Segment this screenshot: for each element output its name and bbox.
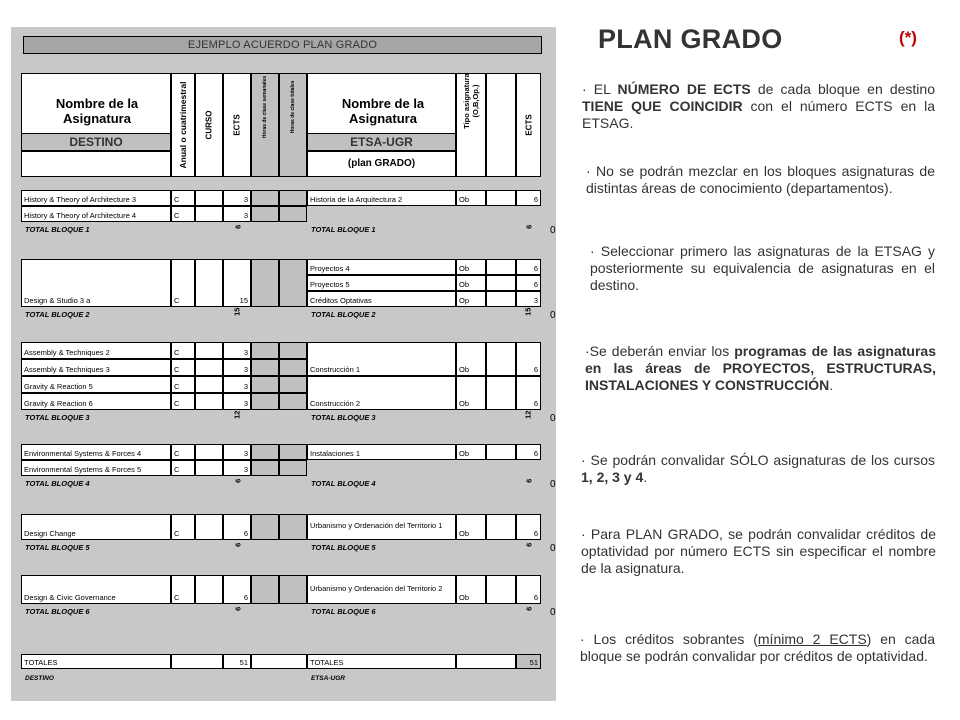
header-left-name-cell bbox=[21, 73, 171, 133]
header-left-sub: DESTINO bbox=[69, 135, 123, 149]
block-total-dest: TOTAL BLOQUE 2 bbox=[25, 310, 90, 319]
block-sum-ugr: 6 bbox=[524, 478, 534, 483]
ugr-ects bbox=[516, 444, 541, 460]
dest-subject-text: Environmental Systems & Forces 4 bbox=[24, 448, 142, 458]
ugr-type-text: Ob bbox=[459, 448, 470, 458]
note-4 bbox=[585, 343, 936, 394]
ugr-type-text: Ob bbox=[459, 528, 470, 538]
block-sum-ugr: 6 bbox=[524, 224, 534, 229]
ugr-type-text: Ob bbox=[459, 194, 470, 204]
header-right-plan: (plan GRADO) bbox=[347, 158, 416, 169]
header-curso-cell bbox=[195, 73, 223, 177]
dest-hours-total bbox=[279, 206, 307, 222]
ugr-type-text: Ob bbox=[459, 398, 470, 408]
dest-course bbox=[195, 342, 223, 359]
block-sum-dest: 12 bbox=[232, 410, 242, 419]
header-curso: CURSO bbox=[204, 110, 214, 140]
block-total-ugr: TOTAL BLOQUE 3 bbox=[311, 413, 376, 422]
block-diff: 0 bbox=[550, 543, 556, 554]
note-text: · Los créditos sobrantes ( bbox=[580, 631, 758, 647]
dest-type bbox=[171, 206, 195, 222]
dest-subject bbox=[21, 190, 171, 206]
header-left-blank bbox=[21, 151, 171, 177]
dest-ects-text: 15 bbox=[239, 295, 248, 305]
ugr-ects-text: 6 bbox=[533, 592, 538, 602]
ugr-ects-text: 3 bbox=[533, 295, 538, 305]
dest-type-text: C bbox=[174, 381, 180, 391]
dest-subject-text: History & Theory of Architecture 3 bbox=[24, 194, 136, 204]
totals-label-ugr-cell bbox=[307, 654, 456, 669]
ugr-type bbox=[456, 190, 486, 206]
dest-ects bbox=[223, 575, 251, 604]
dest-hours-total bbox=[279, 575, 307, 604]
ugr-ects bbox=[516, 275, 541, 291]
note-3 bbox=[590, 243, 935, 294]
block-total-ugr: TOTAL BLOQUE 1 bbox=[311, 225, 376, 234]
ugr-subject-text: Instalaciones 1 bbox=[310, 448, 361, 458]
dest-type bbox=[171, 514, 195, 540]
header-blank-cell bbox=[486, 73, 516, 177]
dest-type bbox=[171, 259, 195, 307]
header-tipo-cell bbox=[456, 73, 486, 177]
dest-hours-week bbox=[251, 190, 279, 206]
ugr-ects-text: 6 bbox=[533, 279, 538, 289]
header-tipo: Tipo asignatura (O,B,Op.) bbox=[462, 73, 480, 129]
totals-blank-3 bbox=[456, 654, 516, 669]
totals-ects-ugr-cell bbox=[516, 654, 541, 669]
header-ects2-cell bbox=[516, 73, 541, 177]
dest-hours-week bbox=[251, 342, 279, 359]
dest-ects bbox=[223, 376, 251, 393]
ugr-type bbox=[456, 376, 486, 410]
header-horas2-cell bbox=[279, 73, 307, 177]
dest-course bbox=[195, 514, 223, 540]
note-text: · Seleccionar primero las asignaturas de la ETSAG y posteriormente su equivalencia de asignaturas en el destino. bbox=[590, 243, 935, 293]
header-horas2: Horas de clase totales bbox=[290, 80, 296, 134]
sheet-title: EJEMPLO ACUERDO PLAN GRADO bbox=[23, 36, 542, 54]
note-text: · Se podrán convalidar SÓLO asignaturas de los cursos bbox=[581, 452, 935, 468]
note-text: de cada bloque en destino bbox=[750, 81, 935, 97]
ugr-blank bbox=[486, 514, 516, 540]
dest-type bbox=[171, 359, 195, 376]
dest-type-text: C bbox=[174, 528, 180, 538]
ugr-ects bbox=[516, 291, 541, 307]
ugr-blank bbox=[486, 291, 516, 307]
block-total-ugr: TOTAL BLOQUE 5 bbox=[311, 543, 376, 552]
dest-ects-text: 3 bbox=[243, 381, 248, 391]
totals-ects-ugr: 51 bbox=[529, 657, 538, 667]
ugr-subject bbox=[307, 514, 456, 540]
totals-ects-dest-cell bbox=[223, 654, 251, 669]
dest-hours-week bbox=[251, 460, 279, 476]
dest-hours-total bbox=[279, 460, 307, 476]
ugr-subject-text: Proyectos 5 bbox=[310, 279, 350, 289]
ugr-ects-text: 6 bbox=[533, 398, 538, 408]
dest-type bbox=[171, 342, 195, 359]
block-diff: 0 bbox=[550, 607, 556, 618]
dest-course bbox=[195, 359, 223, 376]
dest-course bbox=[195, 206, 223, 222]
dest-subject-text: Design & Studio 3 a bbox=[24, 295, 91, 305]
dest-type bbox=[171, 460, 195, 476]
totals-label-dest: TOTALES bbox=[24, 657, 58, 667]
dest-hours-total bbox=[279, 514, 307, 540]
dest-type bbox=[171, 444, 195, 460]
header-anual-cell bbox=[171, 73, 195, 177]
ugr-subject-text: Historia de la Arquitectura 2 bbox=[310, 194, 403, 204]
dest-subject-text: History & Theory of Architecture 4 bbox=[24, 210, 136, 220]
header-right-name-cell bbox=[307, 73, 456, 133]
dest-hours-week bbox=[251, 376, 279, 393]
header-horas1-cell bbox=[251, 73, 279, 177]
ugr-ects-text: 6 bbox=[533, 528, 538, 538]
dest-subject-text: Design Change bbox=[24, 528, 76, 538]
ugr-blank bbox=[486, 342, 516, 376]
block-sum-ugr: 15 bbox=[523, 307, 533, 316]
header-horas1: Horas de clase semanales bbox=[262, 75, 268, 139]
ugr-ects-text: 6 bbox=[533, 263, 538, 273]
ugr-blank bbox=[486, 259, 516, 275]
dest-type-text: C bbox=[174, 210, 180, 220]
block-total-ugr: TOTAL BLOQUE 4 bbox=[311, 479, 376, 488]
dest-subject-text: Gravity & Reaction 6 bbox=[24, 398, 93, 408]
asterisk-mark: (*) bbox=[899, 28, 917, 47]
dest-subject bbox=[21, 444, 171, 460]
ugr-subject-text: Construcción 2 bbox=[310, 398, 361, 408]
dest-ects bbox=[223, 259, 251, 307]
ugr-blank bbox=[486, 575, 516, 604]
dest-ects bbox=[223, 206, 251, 222]
dest-ects bbox=[223, 444, 251, 460]
agreement-sheet bbox=[11, 27, 556, 701]
block-total-ugr: TOTAL BLOQUE 2 bbox=[311, 310, 376, 319]
block-sum-ugr: 6 bbox=[524, 542, 534, 547]
dest-course bbox=[195, 376, 223, 393]
ugr-subject-text: Urbanismo y Ordenación del Territorio 2 bbox=[310, 583, 443, 593]
note-text: NÚMERO DE ECTS bbox=[617, 81, 751, 97]
ugr-subject bbox=[307, 376, 456, 410]
totals-ects-dest: 51 bbox=[239, 657, 248, 667]
dest-hours-total bbox=[279, 444, 307, 460]
ugr-subject bbox=[307, 275, 456, 291]
totals-blank-2 bbox=[251, 654, 307, 669]
ugr-ects bbox=[516, 342, 541, 376]
dest-ects-text: 3 bbox=[243, 364, 248, 374]
dest-type-text: C bbox=[174, 448, 180, 458]
block-sum-dest: 15 bbox=[232, 307, 242, 316]
dest-subject-text: Assembly & Techniques 3 bbox=[24, 364, 110, 374]
header-right-sub: ETSA-UGR bbox=[350, 135, 413, 149]
dest-ects-text: 6 bbox=[243, 528, 248, 538]
block-sum-ugr: 6 bbox=[524, 606, 534, 611]
note-text: ·Se deberán enviar los bbox=[585, 343, 735, 359]
note-5 bbox=[581, 452, 935, 486]
dest-ects-text: 3 bbox=[243, 464, 248, 474]
ugr-ects bbox=[516, 575, 541, 604]
dest-subject bbox=[21, 206, 171, 222]
block-sum-dest: 6 bbox=[233, 224, 243, 229]
dest-subject bbox=[21, 575, 171, 604]
block-diff: 0 bbox=[550, 413, 556, 424]
panel-title: PLAN GRADO bbox=[598, 24, 783, 54]
block-total-dest: TOTAL BLOQUE 5 bbox=[25, 543, 90, 552]
dest-type bbox=[171, 393, 195, 410]
dest-subject bbox=[21, 460, 171, 476]
header-right-plan-cell bbox=[307, 151, 456, 177]
dest-ects-text: 3 bbox=[243, 210, 248, 220]
totals-blank-1 bbox=[171, 654, 223, 669]
footer-dest: DESTINO bbox=[25, 675, 54, 682]
ugr-type bbox=[456, 342, 486, 376]
header-right-name: Nombre de la Asignatura bbox=[341, 96, 425, 126]
block-total-dest: TOTAL BLOQUE 1 bbox=[25, 225, 90, 234]
ugr-type bbox=[456, 275, 486, 291]
note-text: . bbox=[829, 377, 834, 393]
ugr-ects-text: 6 bbox=[533, 194, 538, 204]
block-total-dest: TOTAL BLOQUE 6 bbox=[25, 607, 90, 616]
dest-ects-text: 3 bbox=[243, 347, 248, 357]
ugr-type-text: Ob bbox=[459, 364, 470, 374]
ugr-subject bbox=[307, 190, 456, 206]
dest-ects-text: 6 bbox=[243, 592, 248, 602]
note-text: · No se podrán mezclar en los bloques asignaturas de distintas áreas de conocimiento (departamentos). bbox=[586, 163, 935, 196]
dest-hours-week bbox=[251, 514, 279, 540]
block-sum-dest: 6 bbox=[233, 542, 243, 547]
note-text: . bbox=[643, 469, 648, 485]
header-anual: Anual o cuatrimestral bbox=[178, 81, 188, 169]
dest-subject-text: Design & Civic Governance bbox=[24, 592, 116, 602]
dest-subject bbox=[21, 359, 171, 376]
ugr-ects bbox=[516, 376, 541, 410]
note-text: con el número ECTS en la ETSAG. bbox=[582, 98, 935, 131]
dest-hours-total bbox=[279, 190, 307, 206]
block-diff: 0 bbox=[550, 310, 556, 321]
block-total-ugr: TOTAL BLOQUE 6 bbox=[311, 607, 376, 616]
dest-hours-week bbox=[251, 575, 279, 604]
dest-course bbox=[195, 575, 223, 604]
ugr-type-text: Ob bbox=[459, 592, 470, 602]
dest-course bbox=[195, 460, 223, 476]
totals-label-dest-cell bbox=[21, 654, 171, 669]
header-left-sub-cell bbox=[21, 133, 171, 151]
dest-course bbox=[195, 393, 223, 410]
ugr-blank bbox=[486, 376, 516, 410]
dest-subject bbox=[21, 514, 171, 540]
note-text: mínimo 2 ECTS bbox=[757, 631, 867, 647]
dest-hours-total bbox=[279, 393, 307, 410]
ugr-subject bbox=[307, 342, 456, 376]
dest-type bbox=[171, 376, 195, 393]
ugr-type-text: Op bbox=[459, 295, 470, 305]
ugr-type bbox=[456, 259, 486, 275]
block-total-dest: TOTAL BLOQUE 4 bbox=[25, 479, 90, 488]
ugr-subject bbox=[307, 444, 456, 460]
dest-hours-week bbox=[251, 359, 279, 376]
dest-subject-text: Assembly & Techniques 2 bbox=[24, 347, 110, 357]
ugr-type-text: Ob bbox=[459, 279, 470, 289]
block-diff: 0 bbox=[550, 479, 556, 490]
dest-ects bbox=[223, 359, 251, 376]
dest-ects-text: 3 bbox=[243, 194, 248, 204]
dest-hours-week bbox=[251, 393, 279, 410]
dest-type-text: C bbox=[174, 194, 180, 204]
dest-hours-week bbox=[251, 444, 279, 460]
dest-hours-total bbox=[279, 342, 307, 359]
dest-subject bbox=[21, 342, 171, 359]
note-text: ) en cada bloque se podrán convalidar por créditos de optatividad. bbox=[580, 631, 935, 664]
dest-ects bbox=[223, 514, 251, 540]
ugr-subject bbox=[307, 259, 456, 275]
dest-ects bbox=[223, 190, 251, 206]
dest-hours-total bbox=[279, 359, 307, 376]
dest-ects-text: 3 bbox=[243, 448, 248, 458]
dest-type-text: C bbox=[174, 295, 180, 305]
note-text: · Para PLAN GRADO, se podrán convalidar créditos de optatividad por número ECTS sin especificar el nombre de la asignatura. bbox=[581, 526, 936, 576]
block-total-dest: TOTAL BLOQUE 3 bbox=[25, 413, 90, 422]
ugr-ects bbox=[516, 190, 541, 206]
ugr-ects bbox=[516, 259, 541, 275]
note-6 bbox=[581, 526, 936, 577]
dest-type bbox=[171, 190, 195, 206]
ugr-subject-text: Proyectos 4 bbox=[310, 263, 350, 273]
note-text: 1, 2, 3 y 4 bbox=[581, 469, 644, 485]
note-7 bbox=[580, 631, 935, 665]
block-diff: 0 bbox=[550, 225, 556, 236]
ugr-ects-text: 6 bbox=[533, 364, 538, 374]
totals-label-ugr: TOTALES bbox=[310, 657, 344, 667]
block-sum-dest: 6 bbox=[233, 478, 243, 483]
dest-ects bbox=[223, 393, 251, 410]
ugr-blank bbox=[486, 444, 516, 460]
ugr-ects bbox=[516, 514, 541, 540]
dest-type-text: C bbox=[174, 592, 180, 602]
ugr-type bbox=[456, 575, 486, 604]
dest-subject bbox=[21, 393, 171, 410]
ugr-ects-text: 6 bbox=[533, 448, 538, 458]
ugr-type bbox=[456, 514, 486, 540]
dest-course bbox=[195, 444, 223, 460]
header-ects: ECTS bbox=[232, 114, 242, 136]
dest-course bbox=[195, 259, 223, 307]
dest-hours-total bbox=[279, 376, 307, 393]
dest-hours-week bbox=[251, 206, 279, 222]
dest-type-text: C bbox=[174, 464, 180, 474]
dest-subject bbox=[21, 259, 171, 307]
dest-hours-total bbox=[279, 259, 307, 307]
ugr-type-text: Ob bbox=[459, 263, 470, 273]
header-right-sub-cell bbox=[307, 133, 456, 151]
block-sum-ugr: 12 bbox=[523, 410, 533, 419]
note-text: programas de las asignaturas en las áreas de PROYECTOS, ESTRUCTURAS, INSTALACIONES Y CONSTRUCCIÓN bbox=[585, 343, 936, 393]
note-text: · EL bbox=[582, 81, 618, 97]
note-1 bbox=[582, 81, 935, 132]
dest-subject-text: Environmental Systems & Forces 5 bbox=[24, 464, 142, 474]
ugr-subject-text: Urbanismo y Ordenación del Territorio 1 bbox=[310, 521, 443, 531]
ugr-type bbox=[456, 291, 486, 307]
dest-type-text: C bbox=[174, 398, 180, 408]
dest-subject bbox=[21, 376, 171, 393]
note-text: TIENE QUE COINCIDIR bbox=[582, 98, 743, 114]
block-sum-dest: 6 bbox=[233, 606, 243, 611]
header-ects-cell bbox=[223, 73, 251, 177]
ugr-blank bbox=[486, 190, 516, 206]
ugr-subject-text: Construcción 1 bbox=[310, 364, 361, 374]
dest-course bbox=[195, 190, 223, 206]
dest-ects bbox=[223, 460, 251, 476]
footer-ugr: ETSA-UGR bbox=[311, 675, 345, 682]
note-2 bbox=[586, 163, 935, 197]
header-left-name: Nombre de la Asignatura bbox=[55, 96, 139, 126]
dest-type-text: C bbox=[174, 347, 180, 357]
dest-type-text: C bbox=[174, 364, 180, 374]
ugr-subject-text: Créditos Optativas bbox=[310, 295, 372, 305]
ugr-blank bbox=[486, 275, 516, 291]
ugr-type bbox=[456, 444, 486, 460]
ugr-subject bbox=[307, 291, 456, 307]
dest-type bbox=[171, 575, 195, 604]
ugr-subject bbox=[307, 575, 456, 604]
dest-ects bbox=[223, 342, 251, 359]
dest-ects-text: 3 bbox=[243, 398, 248, 408]
dest-subject-text: Gravity & Reaction 5 bbox=[24, 381, 93, 391]
header-ects2: ECTS bbox=[524, 114, 533, 136]
dest-hours-week bbox=[251, 259, 279, 307]
